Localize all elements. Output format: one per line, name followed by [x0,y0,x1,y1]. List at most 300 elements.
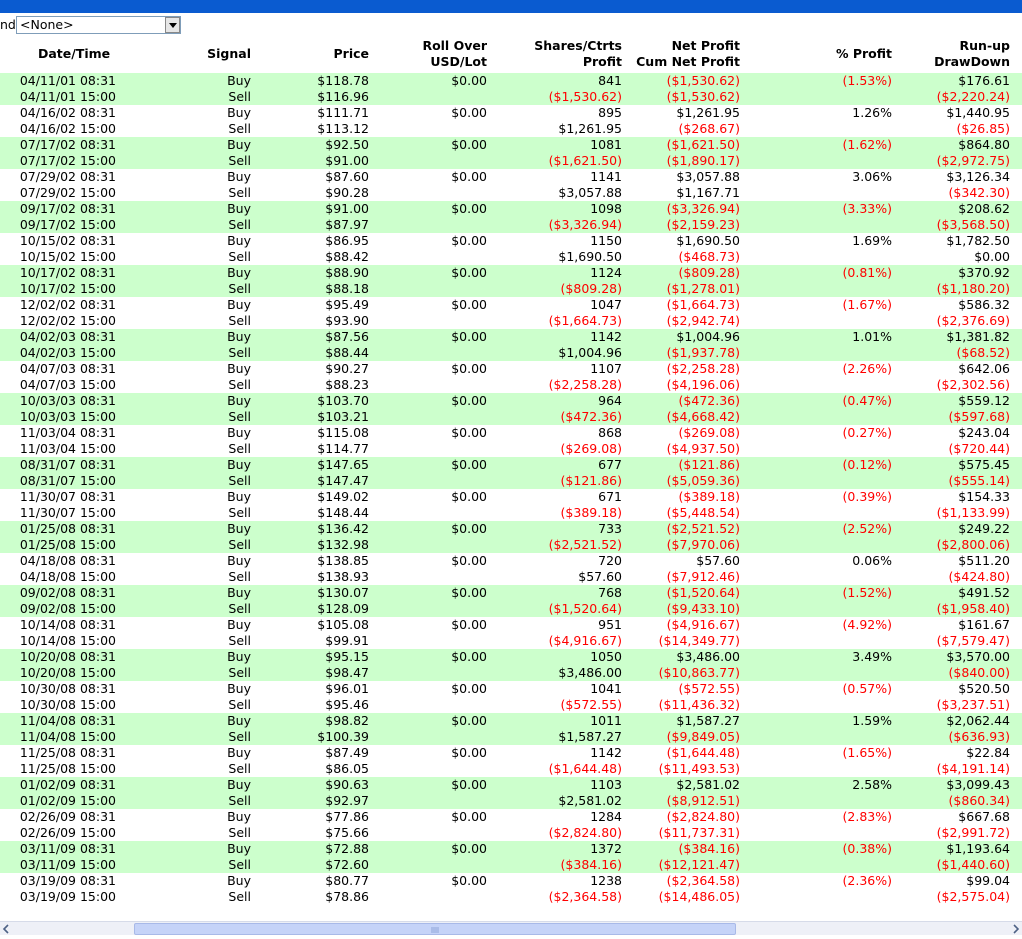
cell-cum-net-profit: ($4,196.06) [666,377,740,392]
cell-signal-entry: Buy [227,777,251,792]
cell-runup: $559.12 [958,393,1010,408]
cell-shares: 1372 [590,841,622,856]
cell-net-profit: ($472.36) [678,393,740,408]
cell-net-profit: $1,690.50 [676,233,740,248]
cell-signal-entry: Buy [227,713,251,728]
cell-price-entry: $95.15 [325,649,369,664]
header-datetime[interactable]: Date/Time [38,46,111,61]
cell-rollover: $0.00 [451,457,487,472]
trade-row[interactable] [0,425,1022,457]
cell-datetime-entry: 10/03/03 08:31 [19,393,116,408]
cell-net-profit: ($2,824.80) [666,809,740,824]
cell-signal-entry: Buy [227,617,251,632]
cell-signal-entry: Buy [227,73,251,88]
header-price[interactable]: Price [333,46,369,61]
cell-profit: ($121.86) [560,473,622,488]
header-shares-line2[interactable]: Profit [582,54,622,69]
cell-price-entry: $92.50 [325,137,369,152]
trade-row[interactable] [0,265,1022,297]
cell-net-profit: $2,581.02 [676,777,740,792]
cell-rollover: $0.00 [451,841,487,856]
cell-profit: ($2,364.58) [548,889,622,904]
cell-datetime-exit: 02/26/09 15:00 [19,825,116,840]
trade-row[interactable] [0,777,1022,809]
cell-net-profit: ($269.08) [678,425,740,440]
cell-signal-entry: Buy [227,361,251,376]
cell-runup: $511.20 [958,553,1010,568]
cell-profit: ($3,326.94) [548,217,622,232]
cell-datetime-entry: 03/11/09 08:31 [19,841,116,856]
cell-signal-exit: Sell [228,825,251,840]
header-netprofit-line1[interactable]: Net Profit [671,38,740,53]
cell-signal-entry: Buy [227,329,251,344]
cell-datetime-entry: 04/07/03 08:31 [19,361,116,376]
cell-rollover: $0.00 [451,745,487,760]
cell-price-entry: $72.88 [325,841,369,856]
cell-profit: ($809.28) [560,281,622,296]
filter-dropdown-value: <None> [20,17,74,32]
cell-shares: 1047 [590,297,622,312]
cell-runup: $1,381.82 [946,329,1010,344]
cell-profit: ($2,824.80) [548,825,622,840]
cell-net-profit: ($809.28) [678,265,740,280]
cell-net-profit: ($384.16) [678,841,740,856]
scroll-right-arrow[interactable] [1008,922,1022,936]
cell-signal-entry: Buy [227,137,251,152]
cell-runup: $370.92 [958,265,1010,280]
cell-signal-entry: Buy [227,809,251,824]
cell-runup: $249.22 [958,521,1010,536]
cell-signal-exit: Sell [228,889,251,904]
scroll-left-arrow[interactable] [0,922,14,936]
cell-net-profit: ($572.55) [678,681,740,696]
cell-signal-entry: Buy [227,489,251,504]
cell-shares: 720 [598,553,622,568]
trade-row[interactable] [0,233,1022,265]
cell-signal-entry: Buy [227,841,251,856]
trade-row[interactable] [0,713,1022,745]
header-runup-line2[interactable]: DrawDown [934,54,1010,69]
cell-pct-profit: 3.06% [852,169,892,184]
dropdown-button[interactable] [165,17,180,33]
cell-signal-exit: Sell [228,153,251,168]
cell-signal-exit: Sell [228,761,251,776]
cell-cum-net-profit: ($7,970.06) [666,537,740,552]
trade-row[interactable] [0,201,1022,233]
cell-runup: $3,099.43 [946,777,1010,792]
cell-net-profit: ($4,916.67) [666,617,740,632]
cell-cum-net-profit: ($2,159.23) [666,217,740,232]
cell-price-exit: $88.23 [325,377,369,392]
header-rollover-line2[interactable]: USD/Lot [430,54,487,69]
trade-row[interactable] [0,553,1022,585]
cell-price-entry: $130.07 [317,585,369,600]
cell-signal-exit: Sell [228,697,251,712]
trade-row[interactable] [0,745,1022,777]
cell-datetime-entry: 10/17/02 08:31 [19,265,116,280]
cell-price-exit: $91.00 [325,153,369,168]
filter-dropdown[interactable] [16,16,181,34]
cell-datetime-entry: 01/02/09 08:31 [19,777,116,792]
cell-signal-entry: Buy [227,745,251,760]
cell-net-profit: ($1,621.50) [666,137,740,152]
cell-price-exit: $95.46 [325,697,369,712]
trade-row[interactable] [0,617,1022,649]
cell-signal-entry: Buy [227,457,251,472]
cell-datetime-entry: 08/31/07 08:31 [19,457,116,472]
cell-rollover: $0.00 [451,713,487,728]
cell-signal-exit: Sell [228,345,251,360]
cell-shares: 1124 [590,265,622,280]
cell-profit: $1,004.96 [558,345,622,360]
cell-shares: 677 [598,457,622,472]
cell-cum-net-profit: ($1,890.17) [666,153,740,168]
cell-cum-net-profit: ($12,121.47) [658,857,740,872]
cell-net-profit: $1,004.96 [676,329,740,344]
trade-row[interactable] [0,361,1022,393]
cell-net-profit: ($1,644.48) [666,745,740,760]
cell-profit: ($389.18) [560,505,622,520]
cell-datetime-exit: 03/11/09 15:00 [19,857,116,872]
cell-pct-profit: (0.39%) [842,489,892,504]
cell-signal-exit: Sell [228,537,251,552]
window-title-bar [0,0,1022,13]
cell-datetime-exit: 11/03/04 15:00 [19,441,116,456]
header-pctprofit[interactable]: % Profit [835,46,892,61]
cell-price-exit: $128.09 [317,601,369,616]
cell-signal-exit: Sell [228,377,251,392]
trade-row[interactable] [0,585,1022,617]
cell-datetime-exit: 11/30/07 15:00 [19,505,116,520]
cell-signal-entry: Buy [227,393,251,408]
cell-runup: $1,782.50 [946,233,1010,248]
cell-cum-net-profit: ($9,433.10) [666,601,740,616]
trade-row[interactable] [0,137,1022,169]
cell-net-profit: $57.60 [696,553,740,568]
cell-net-profit: ($1,664.73) [666,297,740,312]
cell-runup: $99.04 [966,873,1010,888]
cell-datetime-entry: 03/19/09 08:31 [19,873,116,888]
cell-rollover: $0.00 [451,809,487,824]
cell-profit: ($384.16) [560,857,622,872]
trade-row[interactable] [0,457,1022,489]
trade-row[interactable] [0,809,1022,841]
cell-signal-exit: Sell [228,505,251,520]
cell-drawdown: ($7,579.47) [936,633,1010,648]
cell-signal-exit: Sell [228,857,251,872]
cell-datetime-exit: 07/17/02 15:00 [19,153,116,168]
header-runup-line1[interactable]: Run-up [959,38,1010,53]
cell-drawdown: ($4,191.14) [936,761,1010,776]
cell-profit: ($1,530.62) [548,89,622,104]
cell-datetime-entry: 01/25/08 08:31 [19,521,116,536]
cell-drawdown: $0.00 [974,249,1010,264]
cell-datetime-entry: 11/30/07 08:31 [19,489,116,504]
cell-runup: $208.62 [958,201,1010,216]
cell-pct-profit: 3.49% [852,649,892,664]
cell-rollover: $0.00 [451,649,487,664]
header-shares-line1[interactable]: Shares/Ctrts [534,38,622,53]
cell-cum-net-profit: ($1,937.78) [666,345,740,360]
cell-pct-profit: (3.33%) [842,201,892,216]
cell-datetime-exit: 01/25/08 15:00 [19,537,116,552]
cell-shares: 868 [598,425,622,440]
cell-datetime-entry: 11/25/08 08:31 [19,745,116,760]
cell-datetime-entry: 12/02/02 08:31 [19,297,116,312]
cell-price-entry: $136.42 [317,521,369,536]
cell-signal-entry: Buy [227,649,251,664]
cell-profit: ($2,521.52) [548,537,622,552]
cell-profit: ($4,916.67) [548,633,622,648]
cell-signal-exit: Sell [228,185,251,200]
header-signal[interactable]: Signal [207,46,251,61]
cell-profit: ($269.08) [560,441,622,456]
cell-signal-exit: Sell [228,601,251,616]
cell-rollover: $0.00 [451,201,487,216]
cell-datetime-exit: 12/02/02 15:00 [19,313,116,328]
cell-shares: 1011 [590,713,622,728]
trade-row[interactable] [0,649,1022,681]
cell-datetime-entry: 10/15/02 08:31 [19,233,116,248]
cell-signal-exit: Sell [228,217,251,232]
horizontal-scrollbar[interactable] [0,921,1022,935]
cell-signal-entry: Buy [227,265,251,280]
cell-price-entry: $88.90 [325,265,369,280]
cell-rollover: $0.00 [451,553,487,568]
cell-cum-net-profit: ($2,942.74) [666,313,740,328]
cell-price-exit: $116.96 [317,89,369,104]
cell-net-profit: ($2,258.28) [666,361,740,376]
cell-drawdown: ($26.85) [956,121,1010,136]
cell-pct-profit: (0.57%) [842,681,892,696]
cell-datetime-exit: 04/07/03 15:00 [19,377,116,392]
cell-signal-exit: Sell [228,409,251,424]
cell-pct-profit: (2.83%) [842,809,892,824]
cell-rollover: $0.00 [451,233,487,248]
cell-price-entry: $118.78 [317,73,369,88]
chevron-left-icon [0,922,14,936]
cell-shares: 1041 [590,681,622,696]
cell-runup: $667.68 [958,809,1010,824]
cell-cum-net-profit: ($5,448.54) [666,505,740,520]
cell-net-profit: ($3,326.94) [666,201,740,216]
cell-cum-net-profit: ($14,349.77) [658,633,740,648]
cell-runup: $491.52 [958,585,1010,600]
cell-pct-profit: (2.26%) [842,361,892,376]
cell-datetime-exit: 04/16/02 15:00 [19,121,116,136]
cell-shares: 841 [598,73,622,88]
cell-rollover: $0.00 [451,73,487,88]
cell-drawdown: ($597.68) [948,409,1010,424]
cell-datetime-entry: 11/04/08 08:31 [19,713,116,728]
cell-shares: 1050 [590,649,622,664]
cell-profit: ($1,644.48) [548,761,622,776]
cell-runup: $243.04 [958,425,1010,440]
cell-datetime-exit: 09/17/02 15:00 [19,217,116,232]
cell-pct-profit: (1.53%) [842,73,892,88]
trade-row[interactable] [0,73,1022,105]
cell-profit: ($1,520.64) [548,601,622,616]
cell-price-entry: $87.49 [325,745,369,760]
cell-cum-net-profit: ($14,486.05) [658,889,740,904]
cell-profit: $1,261.95 [558,121,622,136]
cell-drawdown: ($840.00) [948,665,1010,680]
trade-row[interactable] [0,841,1022,873]
cell-pct-profit: (4.92%) [842,617,892,632]
cell-price-entry: $90.27 [325,361,369,376]
cell-pct-profit: (0.27%) [842,425,892,440]
cell-runup: $161.67 [958,617,1010,632]
trade-row[interactable] [0,873,1022,905]
cell-datetime-exit: 01/02/09 15:00 [19,793,116,808]
cell-datetime-exit: 10/03/03 15:00 [19,409,116,424]
cell-datetime-entry: 04/02/03 08:31 [19,329,116,344]
cell-runup: $22.84 [966,745,1010,760]
cell-signal-entry: Buy [227,233,251,248]
scroll-thumb[interactable] [134,923,736,935]
cell-datetime-entry: 04/18/08 08:31 [19,553,116,568]
cell-datetime-exit: 10/20/08 15:00 [19,665,116,680]
cell-price-exit: $93.90 [325,313,369,328]
trade-row[interactable] [0,329,1022,361]
cell-price-exit: $103.21 [317,409,369,424]
cell-pct-profit: 1.01% [852,329,892,344]
cell-price-entry: $103.70 [317,393,369,408]
cell-net-profit: ($389.18) [678,489,740,504]
cell-price-entry: $105.08 [317,617,369,632]
cell-net-profit: ($2,521.52) [666,521,740,536]
cell-datetime-exit: 04/18/08 15:00 [19,569,116,584]
cell-rollover: $0.00 [451,585,487,600]
cell-runup: $1,440.95 [946,105,1010,120]
cell-price-exit: $132.98 [317,537,369,552]
header-rollover-line1[interactable]: Roll Over [422,38,487,53]
cell-shares: 1142 [590,745,622,760]
cell-price-exit: $87.97 [325,217,369,232]
cell-pct-profit: (2.36%) [842,873,892,888]
cell-drawdown: ($2,972.75) [936,153,1010,168]
trade-row[interactable] [0,169,1022,201]
cell-pct-profit: 1.59% [852,713,892,728]
cell-profit: ($1,664.73) [548,313,622,328]
cell-signal-exit: Sell [228,89,251,104]
cell-price-exit: $98.47 [325,665,369,680]
trade-row[interactable] [0,105,1022,137]
cell-signal-exit: Sell [228,249,251,264]
cell-pct-profit: 0.06% [852,553,892,568]
cell-shares: 1141 [590,169,622,184]
header-netprofit-line2[interactable]: Cum Net Profit [636,54,740,69]
cell-drawdown: ($720.44) [948,441,1010,456]
cell-net-profit: ($1,520.64) [666,585,740,600]
cell-signal-entry: Buy [227,297,251,312]
cell-price-exit: $75.66 [325,825,369,840]
cell-datetime-exit: 10/15/02 15:00 [19,249,116,264]
cell-runup: $1,193.64 [946,841,1010,856]
cell-datetime-entry: 09/17/02 08:31 [19,201,116,216]
cell-price-entry: $115.08 [317,425,369,440]
cell-datetime-entry: 04/11/01 08:31 [19,73,116,88]
cell-profit: ($2,258.28) [548,377,622,392]
cell-pct-profit: (1.62%) [842,137,892,152]
cell-profit: $57.60 [578,569,622,584]
cell-runup: $864.80 [958,137,1010,152]
cell-signal-exit: Sell [228,633,251,648]
cell-signal-exit: Sell [228,569,251,584]
cell-drawdown: ($2,376.69) [936,313,1010,328]
cell-rollover: $0.00 [451,361,487,376]
cell-signal-entry: Buy [227,169,251,184]
cell-shares: 951 [598,617,622,632]
trade-row[interactable] [0,489,1022,521]
cell-price-exit: $99.91 [325,633,369,648]
cell-cum-net-profit: ($1,278.01) [666,281,740,296]
cell-drawdown: ($2,800.06) [936,537,1010,552]
cell-price-exit: $86.05 [325,761,369,776]
cell-runup: $2,062.44 [946,713,1010,728]
chevron-down-icon [169,23,177,28]
cell-datetime-exit: 10/14/08 15:00 [19,633,116,648]
cell-runup: $176.61 [958,73,1010,88]
cell-net-profit: $3,486.00 [676,649,740,664]
cell-cum-net-profit: ($11,493.53) [658,761,740,776]
cell-rollover: $0.00 [451,873,487,888]
cell-runup: $3,126.34 [946,169,1010,184]
trade-row[interactable] [0,297,1022,329]
cell-price-entry: $90.63 [325,777,369,792]
cell-shares: 1284 [590,809,622,824]
cell-pct-profit: (0.81%) [842,265,892,280]
cell-datetime-exit: 07/29/02 15:00 [19,185,116,200]
cell-rollover: $0.00 [451,489,487,504]
cell-profit: ($572.55) [560,697,622,712]
cell-signal-exit: Sell [228,313,251,328]
cell-datetime-exit: 11/25/08 15:00 [19,761,116,776]
cell-pct-profit: (0.38%) [842,841,892,856]
cell-rollover: $0.00 [451,265,487,280]
cell-net-profit: $1,261.95 [676,105,740,120]
cell-shares: 1150 [590,233,622,248]
cell-drawdown: ($1,440.60) [936,857,1010,872]
cell-signal-exit: Sell [228,281,251,296]
cell-datetime-exit: 04/02/03 15:00 [19,345,116,360]
cell-price-exit: $72.60 [325,857,369,872]
cell-price-entry: $77.86 [325,809,369,824]
cell-net-profit: $1,587.27 [676,713,740,728]
cell-price-exit: $147.47 [317,473,369,488]
cell-runup: $154.33 [958,489,1010,504]
cell-signal-entry: Buy [227,521,251,536]
cell-cum-net-profit: ($11,737.31) [658,825,740,840]
trade-row[interactable] [0,393,1022,425]
cell-runup: $642.06 [958,361,1010,376]
cell-drawdown: ($2,575.04) [936,889,1010,904]
trade-row[interactable] [0,681,1022,713]
cell-datetime-exit: 10/17/02 15:00 [19,281,116,296]
cell-price-exit: $90.28 [325,185,369,200]
cell-drawdown: ($2,220.24) [936,89,1010,104]
trade-row[interactable] [0,521,1022,553]
cell-drawdown: ($1,180.20) [936,281,1010,296]
cell-shares: 964 [598,393,622,408]
cell-runup: $575.45 [958,457,1010,472]
cell-price-exit: $88.18 [325,281,369,296]
cell-cum-net-profit: ($268.67) [678,121,740,136]
cell-cum-net-profit: ($8,912.51) [666,793,740,808]
cell-signal-entry: Buy [227,201,251,216]
cell-net-profit: $3,057.88 [676,169,740,184]
cell-drawdown: ($68.52) [956,345,1010,360]
